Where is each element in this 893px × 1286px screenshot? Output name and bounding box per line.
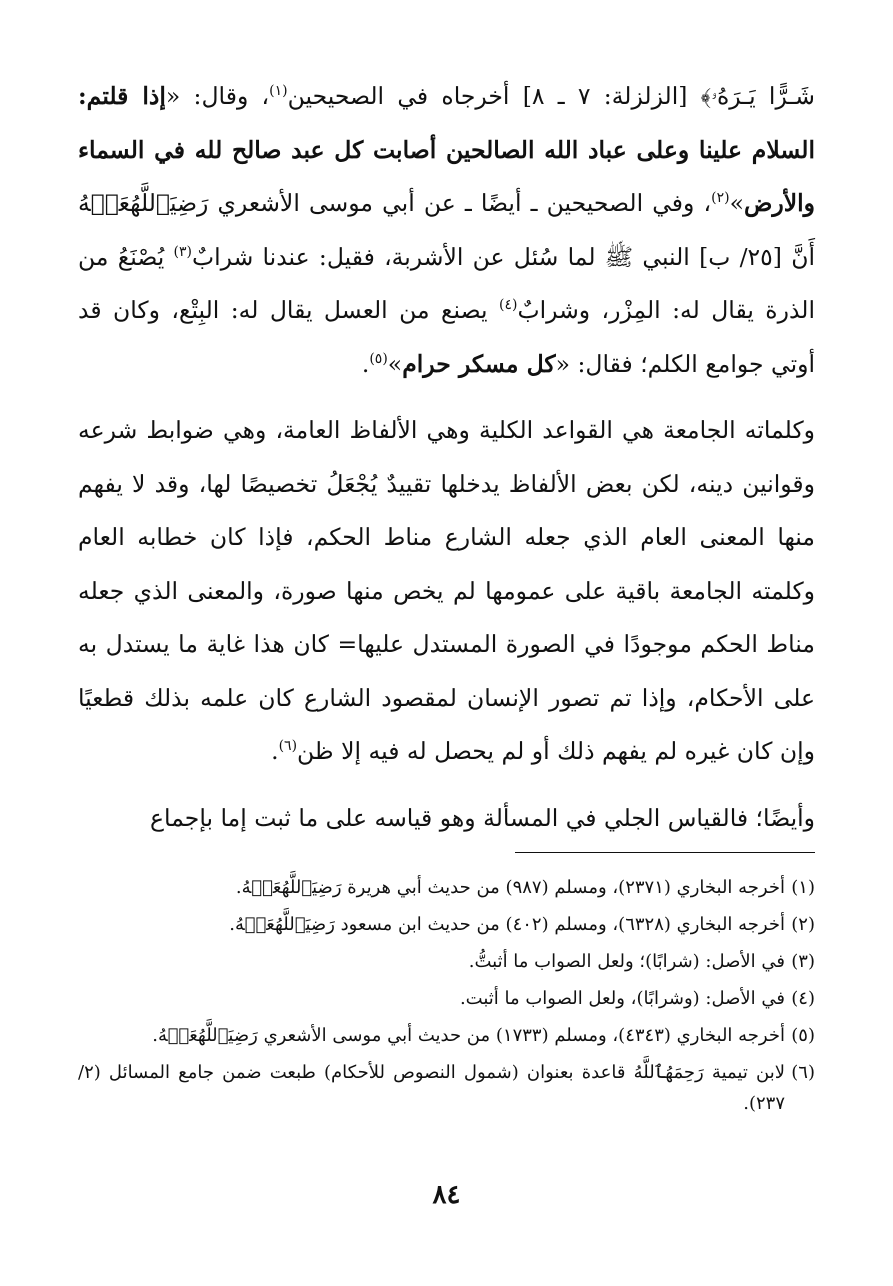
footnote-number: (٢)	[791, 914, 815, 935]
footnote	[78, 872, 815, 903]
footnote-ref: (٦)	[278, 738, 298, 755]
text-segment: وكلماته الجامعة هي القواعد الكلية وهي الألفاظ العامة، وهي ضوابط شرعه وقوانين دينه، لكن بعض الألفاظ يدخلها تقييدٌ يُجْعَلُ تخصيصًا لها، وقد لا يفهم منها المعنى العام الذي جعله الشارع مناط الحكم، فإذا كان خطابه العام وكلمته الجامعة باقية على عمومها لم يخص منها صورة، والمعنى الذي جعله مناط الحكم موجودًا في الصورة المستدل عليها= كان هذا غاية ما يستدل به على الأحكام، وإذا تم تصور الإنسان لمقصود الشارع كان علمه بذلك قطعيًا وإن كان غيره لم يفهم ذلك أو لم يحصل له فيه إلا ظن	[78, 416, 815, 765]
footnote-text: لابن تيمية رَحِمَهُٱللَّهُ قاعدة بعنوان (شمول النصوص للأحكام) طبعت ضمن جامع المسائل (٢/ ٢٣٧).	[78, 1062, 785, 1114]
footnote-number: (٦)	[791, 1062, 815, 1083]
footnote-text: أخرجه البخاري (٢٣٧١)، ومسلم (٩٨٧) من حديث أبي هريرة رَضِيَٱللَّهُعَنۡهُ.	[235, 877, 785, 898]
footnote-ref: (٣)	[173, 243, 192, 260]
footnote-ref: (٥)	[369, 350, 388, 367]
footnote-number: (٣)	[791, 951, 815, 972]
text-segment: ، وقال: «	[165, 82, 270, 110]
text-segment: شَـرًّا يَـرَهُۥ﴾ [الزلزلة: ٧ ـ ٨] أخرجاه في الصحيحين	[287, 82, 815, 110]
footnote	[78, 1020, 815, 1051]
hadith-quote: إذا قلتم: السلام علينا وعلى عباد الله الصالحين أصابت كل عبد صالح لله في السماء والأرض	[78, 82, 815, 217]
paragraph	[78, 70, 815, 391]
text-segment: »	[387, 349, 403, 378]
text-segment: يصنع من العسل يقال له: البِتْع، وكان قد أوتي جوامع الكلم؛ فقال: «	[78, 296, 815, 378]
main-text	[78, 70, 815, 845]
paragraph	[78, 404, 815, 779]
paragraph	[78, 792, 815, 846]
footnote	[78, 909, 815, 940]
footnotes-list	[78, 872, 815, 1125]
footnote-text: أخرجه البخاري (٤٣٤٣)، ومسلم (١٧٣٣) من حديث أبي موسى الأشعري رَضِيَٱللَّهُعَنۡهُ.	[152, 1025, 785, 1046]
footnote-ref: (٤)	[498, 297, 518, 314]
hadith-quote: كل مسكر حرام	[402, 349, 556, 378]
text-segment: »	[729, 189, 744, 217]
footnote-number: (٥)	[791, 1025, 815, 1046]
text-segment: .	[361, 349, 370, 378]
footnote-separator	[515, 852, 815, 853]
page-number: ٨٤	[432, 1180, 461, 1210]
footnote-text: في الأصل: (شرابًا)؛ ولعل الصواب ما أثبتُّ.	[468, 951, 785, 972]
footnote-ref: (٢)	[711, 190, 730, 207]
footnote	[78, 946, 815, 977]
text-segment: .	[271, 737, 279, 765]
footnote-text: في الأصل: (وشرابًا)، ولعل الصواب ما أثبت.	[459, 988, 785, 1009]
footnote-number: (١)	[791, 877, 815, 898]
footnote-text: أخرجه البخاري (٦٣٢٨)، ومسلم (٤٠٢) من حديث ابن مسعود رَضِيَٱللَّهُعَنۡهُ.	[229, 914, 785, 935]
text-segment: يُصْنَعُ من الذرة يقال له: المِزْر، وشرابٌ	[78, 242, 815, 324]
footnote	[78, 983, 815, 1014]
footnote-ref: (١)	[269, 83, 288, 100]
footnote	[78, 1057, 815, 1119]
text-segment: ، وفي الصحيحين ـ أيضًا ـ عن أبي موسى الأشعري رَضِيَٱللَّهُعَنۡهُ أَنَّ [٢٥/ ب] النبي ﷺ لما سُئل عن الأشربة، فقيل: عندنا شرابٌ	[78, 189, 815, 271]
footnote-number: (٤)	[791, 988, 815, 1009]
text-segment: وأيضًا؛ فالقياس الجلي في المسألة وهو قياسه على ما ثبت إما بإجماع	[150, 803, 815, 832]
